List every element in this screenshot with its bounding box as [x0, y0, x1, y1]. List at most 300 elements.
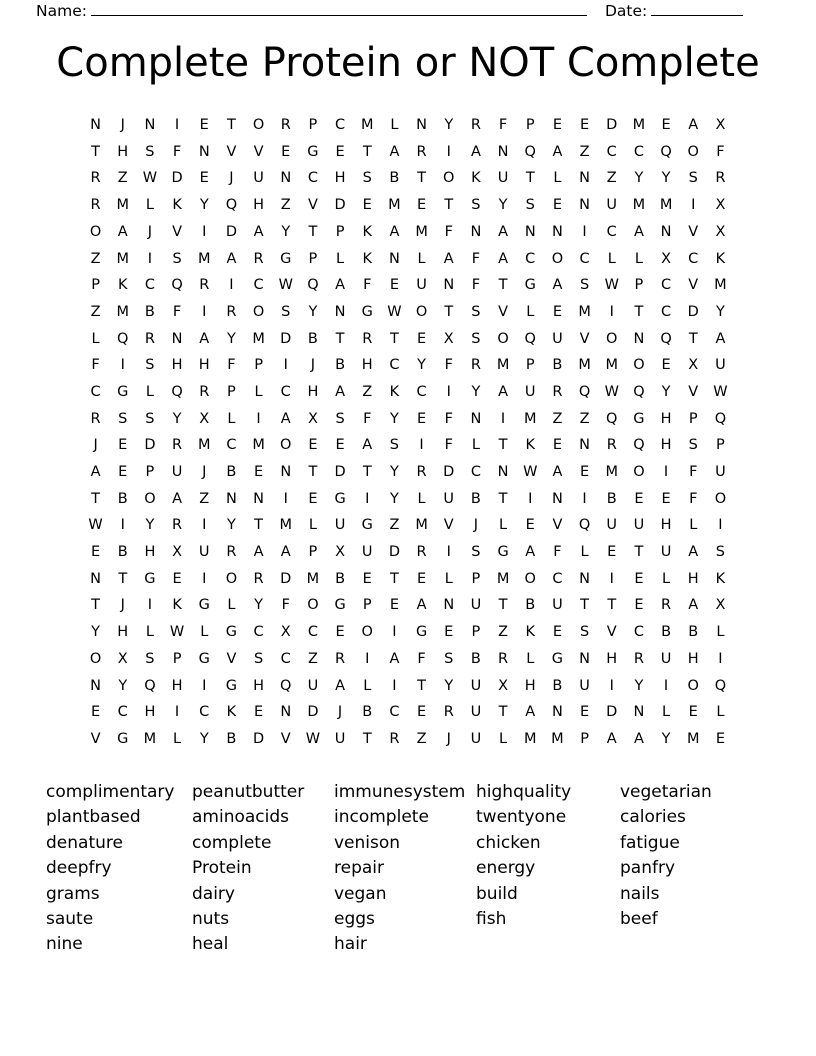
grid-cell[interactable]: D	[252, 730, 265, 747]
grid-cell[interactable]: Z	[498, 624, 509, 641]
grid-cell[interactable]: Z	[117, 170, 128, 187]
grid-cell[interactable]: Y	[444, 677, 454, 694]
grid-cell[interactable]: I	[609, 570, 614, 587]
grid-cell[interactable]: L	[444, 570, 453, 587]
grid-cell[interactable]: N	[551, 223, 563, 240]
grid-cell[interactable]: B	[117, 490, 128, 507]
grid-cell[interactable]: C	[416, 383, 427, 400]
word-bank-item[interactable]: vegetarian	[620, 782, 712, 802]
grid-cell[interactable]: D	[171, 170, 183, 187]
grid-cell[interactable]: I	[582, 223, 587, 240]
grid-cell[interactable]: M	[632, 117, 646, 134]
grid-cell[interactable]: Z	[552, 410, 563, 427]
grid-cell[interactable]: M	[197, 250, 211, 267]
grid-cell[interactable]: E	[634, 570, 644, 587]
grid-cell[interactable]: C	[307, 624, 318, 641]
grid-cell[interactable]: I	[663, 464, 669, 481]
grid-cell[interactable]: V	[226, 143, 237, 160]
grid-cell[interactable]: N	[660, 223, 672, 240]
grid-cell[interactable]: S	[281, 303, 291, 320]
grid-cell[interactable]: X	[172, 544, 183, 561]
grid-cell[interactable]: L	[363, 677, 372, 694]
grid-cell[interactable]: O	[443, 170, 455, 187]
grid-cell[interactable]: R	[226, 544, 237, 561]
grid-cell[interactable]: N	[579, 197, 590, 214]
grid-cell[interactable]: T	[498, 490, 508, 507]
grid-cell[interactable]: B	[525, 597, 536, 614]
grid-cell[interactable]: T	[634, 544, 644, 561]
grid-cell[interactable]: Y	[254, 597, 263, 614]
grid-cell[interactable]: N	[551, 490, 563, 507]
grid-cell[interactable]: Y	[444, 117, 454, 134]
grid-cell[interactable]: Z	[579, 143, 590, 160]
grid-cell[interactable]: O	[415, 303, 428, 320]
grid-cell[interactable]: Q	[578, 383, 591, 400]
grid-cell[interactable]: U	[552, 330, 563, 347]
grid-cell[interactable]: B	[389, 170, 400, 187]
grid-cell[interactable]: P	[335, 223, 345, 240]
grid-cell[interactable]: N	[497, 143, 509, 160]
grid-cell[interactable]: V	[688, 383, 699, 400]
grid-cell[interactable]: S	[688, 437, 698, 454]
grid-cell[interactable]: B	[661, 624, 672, 641]
word-bank-item[interactable]: hair	[334, 934, 367, 955]
grid-cell[interactable]: Z	[280, 197, 291, 214]
grid-cell[interactable]: E	[579, 464, 590, 481]
grid-cell[interactable]: H	[117, 143, 129, 160]
grid-cell[interactable]: A	[117, 223, 128, 240]
grid-cell[interactable]: S	[471, 544, 481, 561]
grid-cell[interactable]: T	[580, 597, 589, 614]
grid-cell[interactable]: N	[90, 117, 101, 134]
grid-cell[interactable]: O	[633, 464, 645, 481]
grid-cell[interactable]: X	[307, 410, 318, 427]
grid-cell[interactable]: H	[524, 677, 536, 694]
grid-cell[interactable]: E	[416, 330, 427, 347]
word-bank-item[interactable]: fatigue	[620, 832, 680, 853]
grid-cell[interactable]: H	[660, 517, 672, 534]
grid-cell[interactable]: P	[471, 624, 481, 641]
grid-cell[interactable]: N	[225, 490, 237, 507]
grid-cell[interactable]: I	[202, 223, 207, 240]
grid-cell[interactable]: L	[336, 250, 345, 267]
grid-cell[interactable]: I	[120, 357, 125, 374]
grid-cell[interactable]: Y	[281, 223, 291, 240]
grid-cell[interactable]: Q	[524, 143, 536, 160]
grid-cell[interactable]: M	[252, 437, 265, 454]
grid-cell[interactable]: S	[172, 250, 182, 267]
grid-cell[interactable]: J	[229, 170, 234, 187]
grid-cell[interactable]: A	[525, 544, 536, 561]
grid-cell[interactable]: Y	[308, 303, 318, 320]
grid-cell[interactable]: I	[419, 437, 424, 454]
word-bank-item[interactable]: aminoacids	[192, 807, 290, 828]
word-bank-item[interactable]: deepfry	[46, 858, 112, 879]
grid-cell[interactable]: N	[280, 464, 292, 481]
grid-cell[interactable]: A	[498, 223, 509, 240]
grid-cell[interactable]: N	[253, 490, 264, 507]
grid-cell[interactable]: H	[171, 357, 183, 374]
word-bank-item[interactable]: repair	[334, 858, 384, 879]
grid-cell[interactable]: A	[389, 223, 400, 240]
grid-cell[interactable]: U	[579, 677, 590, 694]
grid-cell[interactable]: L	[308, 517, 317, 534]
grid-cell[interactable]: O	[89, 223, 102, 240]
grid-cell[interactable]: K	[389, 383, 400, 400]
grid-cell[interactable]: A	[90, 464, 101, 481]
grid-cell[interactable]: A	[226, 250, 237, 267]
grid-cell[interactable]: N	[280, 704, 292, 721]
grid-cell[interactable]: R	[335, 650, 346, 667]
grid-cell[interactable]: O	[687, 677, 699, 694]
grid-cell[interactable]: D	[334, 464, 346, 481]
grid-cell[interactable]: L	[634, 250, 643, 267]
grid-cell[interactable]: I	[120, 517, 125, 534]
grid-cell[interactable]: H	[198, 357, 210, 374]
grid-cell[interactable]: E	[607, 544, 617, 561]
grid-cell[interactable]: G	[334, 597, 346, 614]
grid-cell[interactable]: T	[444, 197, 454, 214]
grid-cell[interactable]: Y	[661, 383, 671, 400]
grid-cell[interactable]: V	[253, 143, 264, 160]
grid-cell[interactable]: I	[718, 517, 723, 534]
grid-cell[interactable]: I	[283, 490, 288, 507]
grid-cell[interactable]: E	[253, 464, 264, 481]
grid-cell[interactable]: Y	[172, 410, 182, 427]
grid-cell[interactable]: X	[715, 597, 726, 614]
grid-cell[interactable]: R	[253, 250, 264, 267]
grid-cell[interactable]: X	[715, 197, 726, 214]
grid-cell[interactable]: C	[633, 143, 644, 160]
word-bank-item[interactable]: beef	[620, 909, 658, 930]
grid-cell[interactable]: I	[392, 677, 397, 694]
word-bank-item[interactable]: energy	[476, 858, 536, 879]
grid-cell[interactable]: T	[335, 330, 345, 347]
grid-cell[interactable]: N	[551, 704, 563, 721]
grid-cell[interactable]: I	[202, 677, 207, 694]
grid-cell[interactable]: T	[91, 490, 100, 507]
grid-cell[interactable]: N	[90, 570, 101, 587]
grid-cell[interactable]: R	[470, 357, 481, 374]
grid-cell[interactable]: U	[633, 517, 645, 534]
grid-cell[interactable]: E	[579, 117, 590, 134]
grid-cell[interactable]: U	[334, 517, 346, 534]
grid-cell[interactable]: X	[498, 677, 509, 694]
grid-cell[interactable]: V	[688, 277, 699, 294]
grid-cell[interactable]: Q	[633, 437, 645, 454]
grid-cell[interactable]: A	[715, 330, 726, 347]
grid-cell[interactable]: M	[252, 330, 265, 347]
grid-cell[interactable]: C	[280, 650, 291, 667]
grid-cell[interactable]: H	[361, 357, 373, 374]
grid-cell[interactable]: Y	[715, 303, 725, 320]
grid-cell[interactable]: L	[499, 517, 508, 534]
grid-cell[interactable]: Q	[117, 330, 129, 347]
grid-cell[interactable]: Q	[280, 677, 292, 694]
grid-cell[interactable]: P	[525, 117, 535, 134]
grid-cell[interactable]: H	[144, 544, 156, 561]
grid-cell[interactable]: L	[145, 197, 154, 214]
grid-cell[interactable]: S	[471, 303, 481, 320]
grid-cell[interactable]: T	[444, 303, 454, 320]
grid-cell[interactable]: G	[144, 570, 156, 587]
grid-cell[interactable]: D	[280, 570, 292, 587]
grid-cell[interactable]: Y	[661, 730, 671, 747]
grid-cell[interactable]: I	[147, 250, 153, 267]
grid-cell[interactable]: N	[633, 330, 645, 347]
grid-cell[interactable]: D	[443, 464, 455, 481]
grid-cell[interactable]: L	[390, 117, 399, 134]
grid-cell[interactable]: R	[172, 437, 183, 454]
grid-cell[interactable]: A	[335, 383, 346, 400]
grid-cell[interactable]: I	[446, 544, 451, 561]
grid-cell[interactable]: O	[252, 303, 265, 320]
grid-cell[interactable]: R	[606, 437, 617, 454]
grid-cell[interactable]: K	[715, 570, 726, 587]
grid-cell[interactable]: D	[606, 117, 618, 134]
grid-cell[interactable]: A	[688, 597, 699, 614]
grid-cell[interactable]: E	[416, 570, 427, 587]
grid-cell[interactable]: R	[90, 197, 101, 214]
grid-cell[interactable]: R	[199, 277, 210, 294]
grid-cell[interactable]: P	[716, 437, 725, 454]
grid-cell[interactable]: E	[552, 117, 562, 134]
grid-cell[interactable]: C	[90, 383, 101, 400]
grid-cell[interactable]: P	[172, 650, 182, 667]
grid-cell[interactable]: P	[525, 357, 535, 374]
grid-cell[interactable]: L	[662, 570, 671, 587]
grid-cell[interactable]: U	[606, 517, 618, 534]
grid-cell[interactable]: V	[280, 730, 291, 747]
grid-cell[interactable]: Q	[606, 410, 618, 427]
grid-cell[interactable]: W	[387, 303, 402, 320]
grid-cell[interactable]: M	[686, 730, 700, 747]
grid-cell[interactable]: A	[280, 544, 291, 561]
grid-cell[interactable]: L	[227, 410, 236, 427]
grid-cell[interactable]: M	[578, 303, 591, 320]
grid-cell[interactable]: U	[443, 490, 455, 507]
word-bank-item[interactable]: highquality	[476, 782, 572, 802]
grid-cell[interactable]: P	[91, 277, 100, 294]
grid-cell[interactable]: E	[362, 570, 372, 587]
grid-cell[interactable]: U	[253, 170, 264, 187]
name-blank-line[interactable]	[91, 2, 587, 16]
grid-cell[interactable]: W	[305, 730, 321, 747]
grid-cell[interactable]: E	[281, 143, 291, 160]
grid-cell[interactable]: Z	[90, 303, 101, 320]
grid-cell[interactable]: M	[415, 517, 428, 534]
grid-cell[interactable]: B	[117, 544, 128, 561]
grid-cell[interactable]: K	[715, 250, 726, 267]
grid-cell[interactable]: Z	[307, 650, 318, 667]
grid-cell[interactable]: Y	[661, 170, 671, 187]
grid-cell[interactable]: M	[279, 517, 292, 534]
grid-cell[interactable]: V	[307, 197, 318, 214]
grid-cell[interactable]: E	[362, 197, 372, 214]
grid-cell[interactable]: V	[498, 303, 509, 320]
grid-cell[interactable]: R	[416, 464, 427, 481]
grid-cell[interactable]: M	[496, 357, 510, 374]
grid-cell[interactable]: S	[389, 437, 400, 454]
grid-cell[interactable]: Y	[389, 464, 399, 481]
grid-cell[interactable]: C	[307, 170, 318, 187]
grid-cell[interactable]: Q	[578, 517, 591, 534]
grid-cell[interactable]: A	[470, 143, 481, 160]
grid-cell[interactable]: S	[335, 410, 345, 427]
grid-cell[interactable]: K	[362, 250, 372, 267]
grid-cell[interactable]: E	[335, 624, 345, 641]
word-bank-item[interactable]: denature	[46, 832, 123, 853]
grid-cell[interactable]: B	[552, 677, 563, 694]
grid-cell[interactable]: M	[116, 303, 129, 320]
grid-cell[interactable]: H	[171, 677, 183, 694]
grid-cell[interactable]: N	[524, 223, 536, 240]
grid-cell[interactable]: T	[498, 437, 508, 454]
grid-cell[interactable]: Q	[660, 143, 672, 160]
grid-cell[interactable]: G	[225, 677, 238, 694]
word-bank-item[interactable]: plantbased	[46, 807, 141, 828]
grid-cell[interactable]: U	[660, 544, 672, 561]
word-bank-item[interactable]: calories	[620, 807, 686, 828]
word-bank-item[interactable]: heal	[192, 934, 229, 955]
grid-cell[interactable]: P	[471, 570, 481, 587]
grid-cell[interactable]: M	[578, 357, 591, 374]
grid-cell[interactable]: R	[633, 650, 644, 667]
grid-cell[interactable]: C	[661, 303, 672, 320]
grid-cell[interactable]: N	[633, 704, 645, 721]
grid-cell[interactable]: C	[633, 624, 644, 641]
grid-cell[interactable]: A	[253, 223, 264, 240]
grid-cell[interactable]: G	[280, 250, 292, 267]
grid-cell[interactable]: J	[120, 117, 125, 134]
grid-cell[interactable]: X	[335, 544, 346, 561]
grid-cell[interactable]: T	[308, 464, 318, 481]
grid-cell[interactable]: T	[688, 330, 698, 347]
grid-cell[interactable]: U	[307, 677, 319, 694]
grid-cell[interactable]: F	[444, 410, 453, 427]
grid-cell[interactable]: G	[361, 303, 373, 320]
grid-cell[interactable]: O	[89, 650, 102, 667]
grid-cell[interactable]: U	[334, 730, 346, 747]
grid-cell[interactable]: F	[471, 250, 481, 267]
grid-cell[interactable]: Z	[416, 730, 427, 747]
grid-cell[interactable]: R	[443, 704, 454, 721]
grid-cell[interactable]: X	[280, 624, 291, 641]
grid-cell[interactable]: T	[118, 570, 128, 587]
grid-cell[interactable]: U	[470, 597, 482, 614]
grid-cell[interactable]: I	[365, 490, 370, 507]
grid-cell[interactable]: W	[88, 517, 103, 534]
grid-cell[interactable]: G	[307, 143, 319, 160]
grid-cell[interactable]: R	[498, 650, 509, 667]
grid-cell[interactable]: H	[606, 650, 618, 667]
grid-cell[interactable]: U	[660, 650, 672, 667]
grid-cell[interactable]: S	[579, 624, 590, 641]
grid-cell[interactable]: A	[199, 330, 210, 347]
grid-cell[interactable]: L	[607, 250, 616, 267]
grid-cell[interactable]: G	[198, 650, 210, 667]
grid-cell[interactable]: T	[254, 517, 263, 534]
grid-cell[interactable]: X	[715, 117, 726, 134]
grid-cell[interactable]: W	[604, 383, 619, 400]
grid-cell[interactable]: H	[660, 437, 672, 454]
grid-cell[interactable]: D	[388, 544, 400, 561]
grid-cell[interactable]: J	[446, 730, 451, 747]
grid-cell[interactable]: T	[91, 143, 100, 160]
grid-cell[interactable]: E	[525, 517, 535, 534]
grid-cell[interactable]: S	[715, 544, 726, 561]
grid-cell[interactable]: D	[144, 437, 156, 454]
grid-cell[interactable]: H	[253, 677, 265, 694]
grid-cell[interactable]: Y	[226, 517, 236, 534]
grid-cell[interactable]: M	[197, 437, 211, 454]
grid-cell[interactable]: L	[417, 490, 426, 507]
grid-cell[interactable]: L	[417, 250, 426, 267]
grid-cell[interactable]: I	[283, 357, 288, 374]
grid-cell[interactable]: C	[253, 277, 264, 294]
grid-cell[interactable]: O	[225, 570, 238, 587]
grid-cell[interactable]: E	[634, 597, 644, 614]
grid-cell[interactable]: X	[443, 330, 454, 347]
grid-cell[interactable]: T	[607, 597, 617, 614]
grid-cell[interactable]: T	[389, 570, 399, 587]
grid-cell[interactable]: O	[280, 437, 292, 454]
grid-cell[interactable]: Y	[91, 624, 100, 641]
grid-cell[interactable]: S	[525, 197, 535, 214]
grid-cell[interactable]: C	[226, 437, 237, 454]
grid-cell[interactable]: U	[361, 544, 373, 561]
grid-cell[interactable]: U	[715, 464, 726, 481]
grid-cell[interactable]: D	[280, 330, 292, 347]
grid-cell[interactable]: W	[169, 624, 185, 641]
grid-cell[interactable]: E	[389, 597, 399, 614]
grid-cell[interactable]: O	[252, 117, 265, 134]
grid-cell[interactable]: Q	[660, 330, 672, 347]
grid-cell[interactable]: V	[90, 730, 101, 747]
grid-cell[interactable]: X	[661, 250, 672, 267]
grid-cell[interactable]: S	[145, 143, 155, 160]
grid-cell[interactable]: G	[198, 597, 210, 614]
grid-cell[interactable]: R	[470, 117, 481, 134]
grid-cell[interactable]: F	[471, 277, 481, 294]
grid-cell[interactable]: F	[716, 143, 725, 160]
grid-cell[interactable]: N	[416, 117, 427, 134]
grid-cell[interactable]: N	[144, 117, 156, 134]
grid-cell[interactable]: S	[145, 410, 155, 427]
grid-cell[interactable]: L	[526, 303, 535, 320]
word-bank-item[interactable]: twentyone	[476, 807, 567, 828]
grid-cell[interactable]: F	[444, 357, 453, 374]
grid-cell[interactable]: M	[116, 197, 129, 214]
grid-cell[interactable]: U	[497, 170, 509, 187]
grid-cell[interactable]: U	[552, 597, 563, 614]
grid-cell[interactable]: N	[579, 570, 590, 587]
grid-cell[interactable]: C	[606, 223, 617, 240]
grid-cell[interactable]: S	[688, 170, 698, 187]
grid-cell[interactable]: A	[606, 730, 617, 747]
word-bank-item[interactable]: dairy	[192, 883, 235, 904]
word-bank-item[interactable]: incomplete	[334, 807, 429, 828]
grid-cell[interactable]: O	[606, 330, 618, 347]
grid-cell[interactable]: C	[280, 383, 291, 400]
grid-cell[interactable]: P	[580, 730, 589, 747]
grid-cell[interactable]: C	[688, 250, 699, 267]
grid-cell[interactable]: F	[417, 650, 426, 667]
word-bank-item[interactable]: saute	[46, 909, 94, 930]
word-bank-item[interactable]: panfry	[620, 858, 676, 879]
grid-cell[interactable]: L	[173, 730, 182, 747]
grid-cell[interactable]: N	[443, 277, 455, 294]
